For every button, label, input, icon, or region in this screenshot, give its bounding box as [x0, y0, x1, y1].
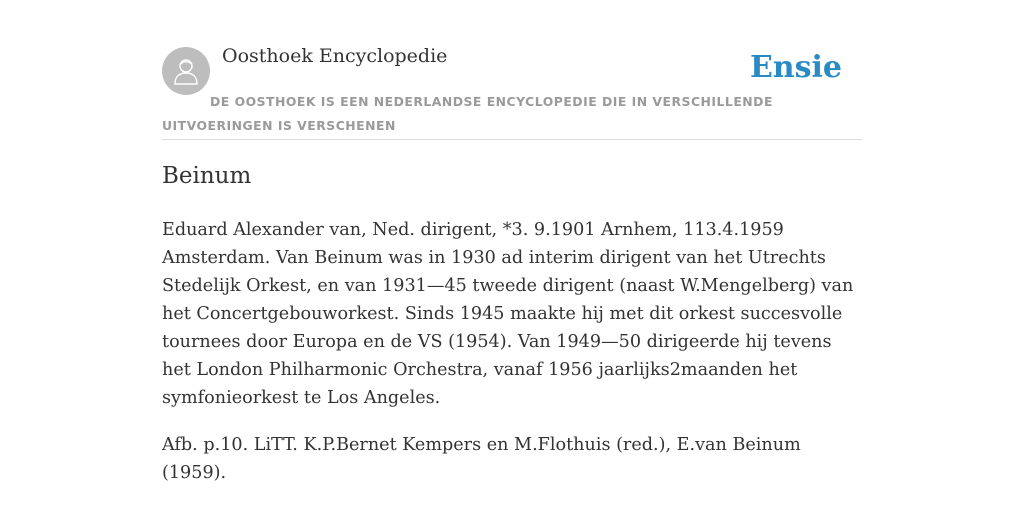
user-icon — [172, 56, 200, 86]
article-card — [162, 0, 862, 483]
source-header — [162, 0, 862, 140]
source-tagline: DE OOSTHOEK IS EEN NEDERLANDSE ENCYCLOPEDIE DIE IN VERSCHILLENDE UITVOERINGEN IS VERSCHENEN — [162, 94, 773, 133]
brand-logo[interactable]: Ensie — [749, 50, 842, 85]
article-body: Eduard Alexander van, Ned. dirigent, *3. 9.1901 Arnhem, 113.4.1959 Amsterdam. Van Beinum was in 1930 ad interim dirigent van het Utrechts Stedelijk Orkest, en van 1931—45 tweede dirigent (naast W.Mengelberg) van het Concertgebouworkest. Sinds 1945 maakte hij met dit orkest succesvolle tournees door Europa en de VS (1954). Van 1949—50 dirigeerde hij tevens het London Philharmonic Orchestra, vanaf 1956 jaarlijks2maanden het symfonieorkest te Los Angeles. — [162, 220, 854, 408]
source-avatar[interactable] — [162, 47, 210, 95]
source-name[interactable]: Oosthoek Encyclopedie — [222, 45, 448, 67]
article-references: Afb. p.10. LiTT. K.P.Bernet Kempers en M.Flothuis (red.), E.van Beinum (1959). — [162, 435, 801, 483]
header-divider — [162, 139, 862, 140]
article-title: Beinum — [162, 163, 252, 189]
